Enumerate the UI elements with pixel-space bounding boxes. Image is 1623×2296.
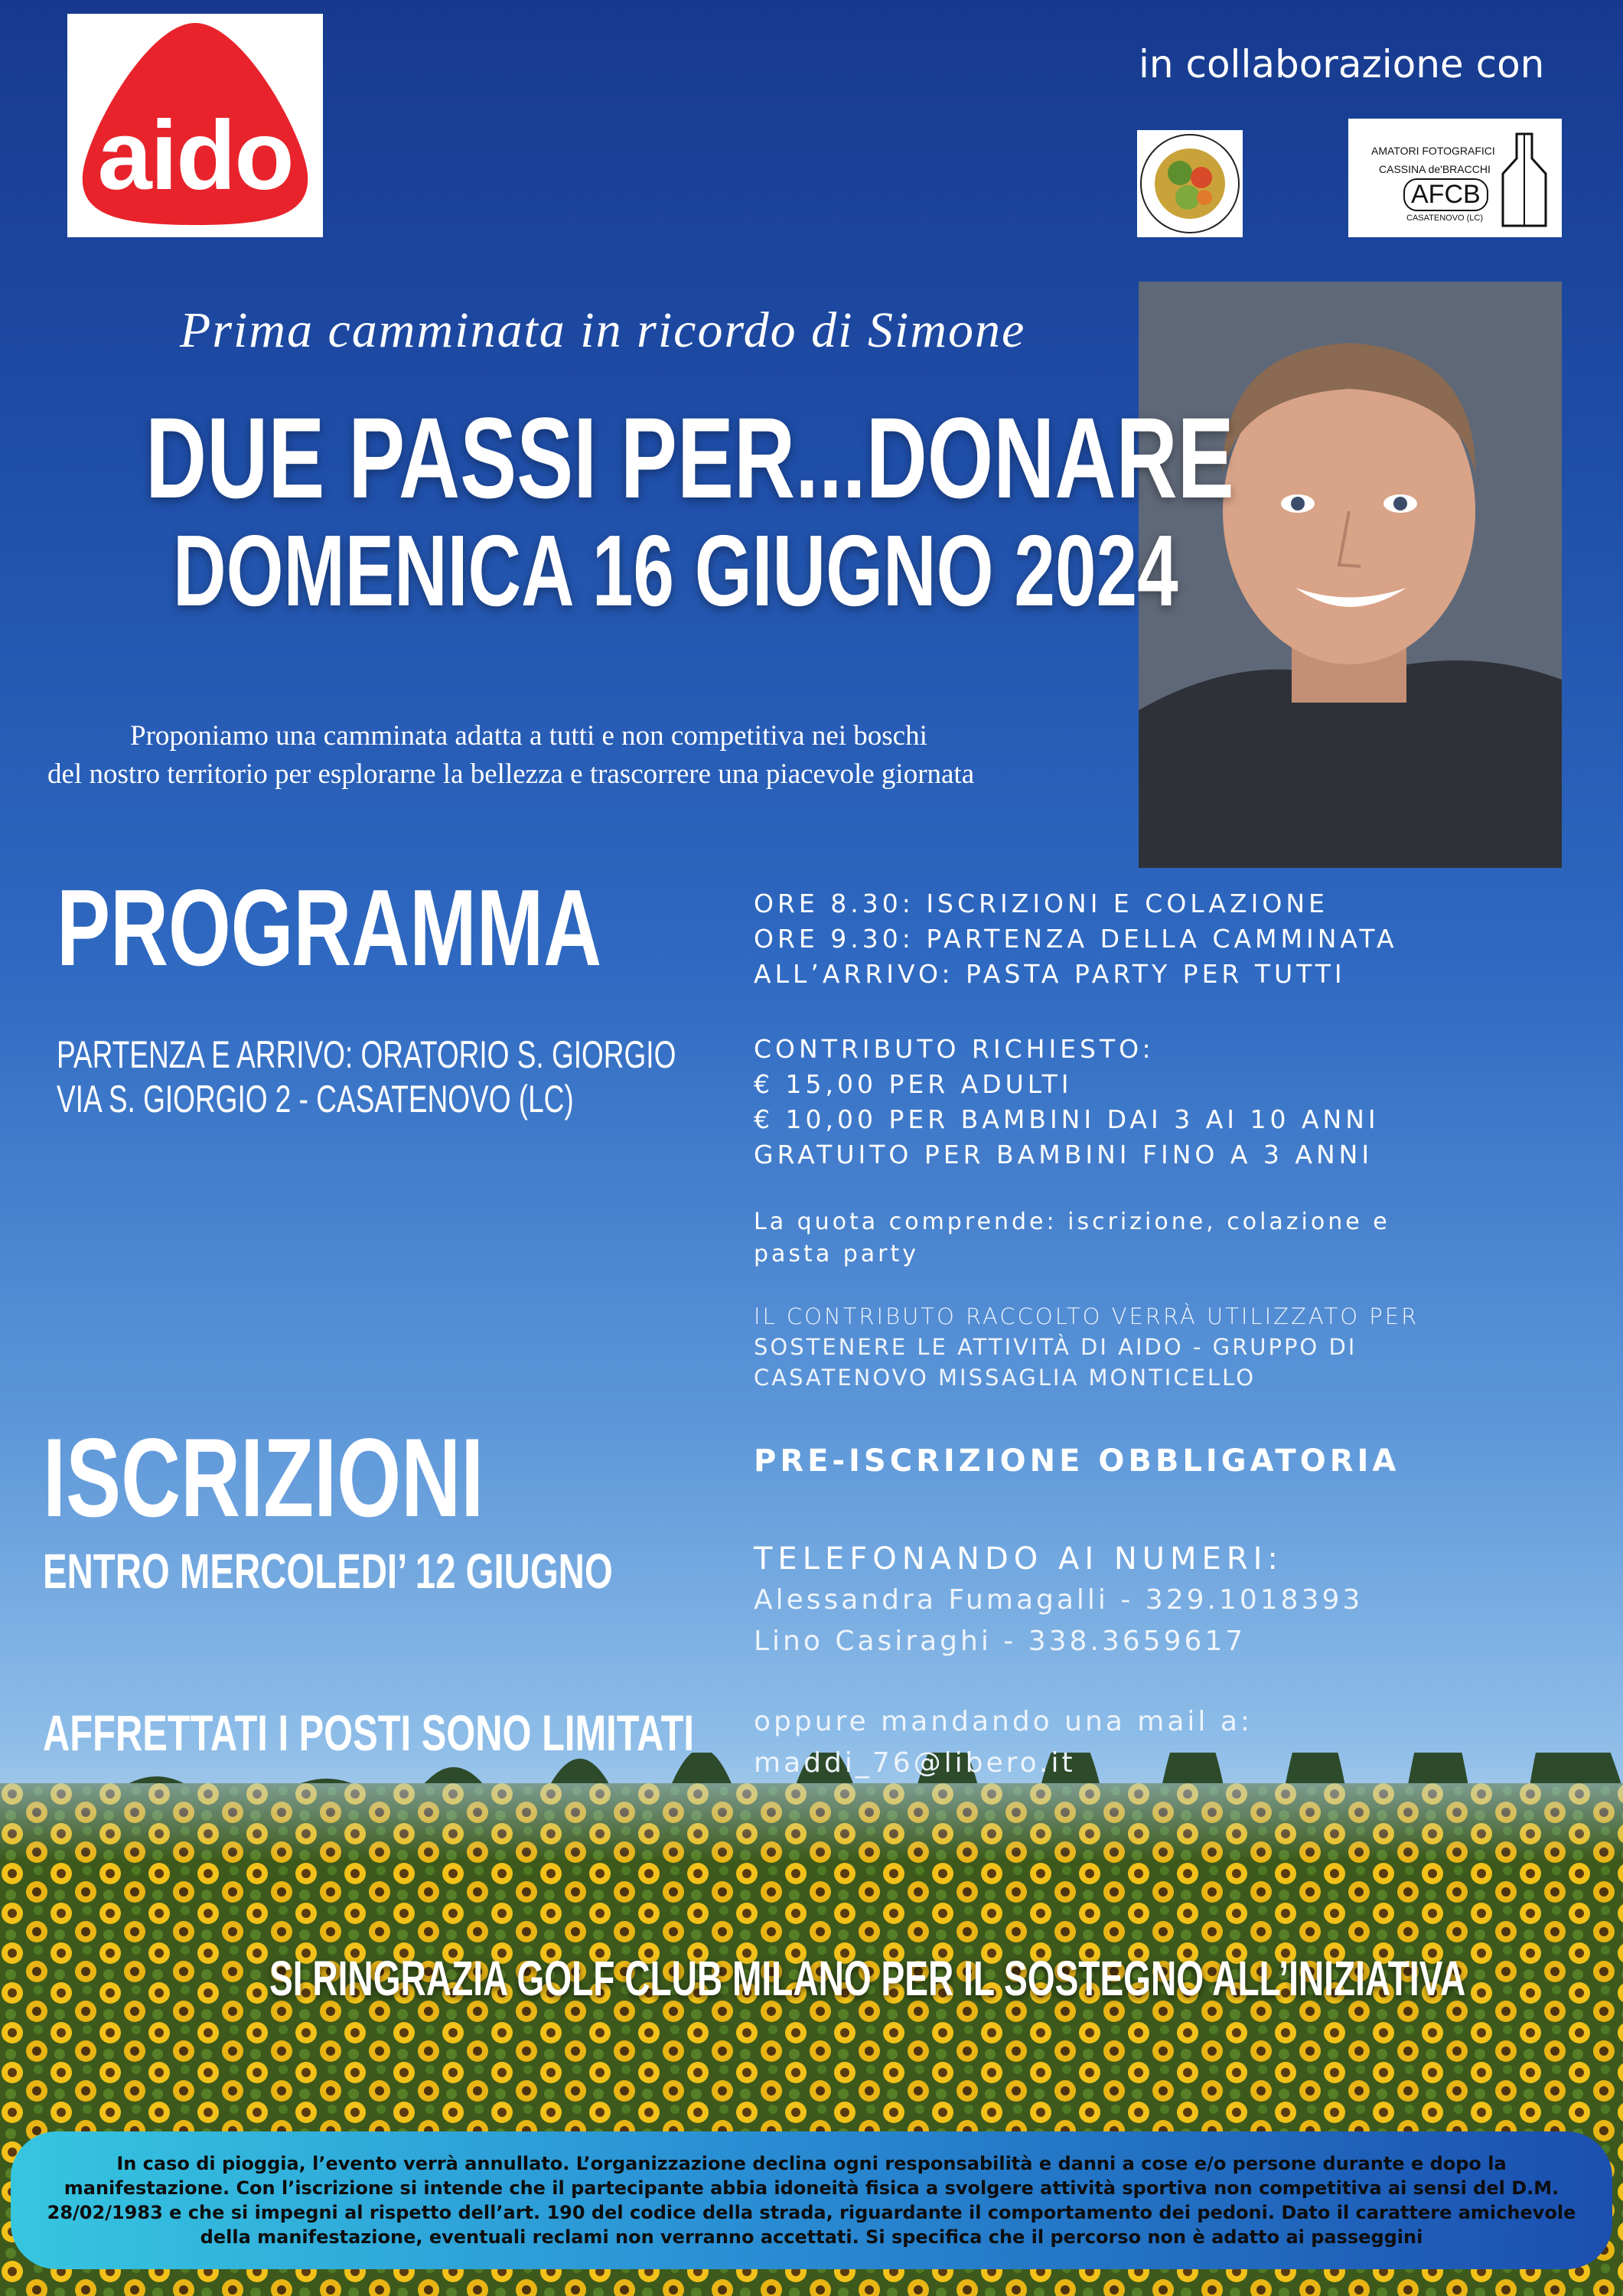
programma-heading: PROGRAMMA [57,867,602,989]
registration-deadline: ENTRO MERCOLEDI’ 12 GIUGNO [43,1544,613,1599]
event-date: DOMENICA 16 GIUGNO 2024 [173,514,1178,627]
intro-line-2: del nostro territorio per esplorarne la bellezza e trascorrere una piacevole giornata [47,758,975,790]
contribution-heading: CONTRIBUTO RICHIESTO: [754,1034,1155,1064]
sponsor-thanks: SI RINGRAZIA GOLF CLUB MILANO PER IL SOSTEGNO ALL’INIZIATIVA [269,1951,1466,2006]
afcb-logo [1348,119,1562,237]
contact-list [754,1580,1363,1662]
fund-note-line: IL CONTRIBUTO RACCOLTO VERRÀ UTILIZZATO PER [754,1303,1419,1329]
quota-line: La quota comprende: iscrizione, colazione e [754,1208,1390,1235]
aido-logo-text: aido [97,101,293,210]
contribution-item: € 15,00 PER ADULTI [754,1069,1073,1099]
email-label: oppure mandando una mail a: [754,1706,1253,1737]
contribution-item: GRATUITO PER BAMBINI FINO A 3 ANNI [754,1140,1374,1169]
collaboration-label: in collaborazione con [1139,42,1545,86]
fund-note [754,1301,1419,1393]
event-title: DUE PASSI PER...DONARE [145,393,1234,522]
afcb-line-3: AFCB [1403,178,1488,211]
contact-item: Lino Casiraghi - 338.3659617 [754,1626,1247,1657]
disclaimer-text: In caso di pioggia, l’evento verrà annullato. L’organizzazione declina ogni responsabilità e danni a cose e/o persone durante e dopo la manifestazione. Con l’iscrizione si intende che il partecipante abbia idoneità fisica a svolgere attività sportiva non competitiva ai sensi del D.M. 28/02/1983 e che si impegni al rispetto dell’art. 190 del codice della strada, riguardante il comportamento dei pedoni. Dato il carattere amichevole della manifestazione, eventuali reclami non verranno accettati. Si specifica che il percorso non è adatto ai passeggini [47,2153,1576,2248]
sentieri-cascine-logo [1137,130,1243,237]
schedule-item: ORE 9.30: PARTENZA DELLA CAMMINATA [754,924,1398,954]
schedule-item: ALL’ARRIVO: PASTA PARTY PER TUTTI [754,959,1346,989]
location-line-1: PARTENZA E ARRIVO: ORATORIO S. GIORGIO [57,1033,676,1076]
email-link[interactable]: maddi_76@libero.it [754,1747,1076,1779]
schedule-list [754,886,1398,992]
portrait-photo [1139,282,1562,868]
fund-note-line: SOSTENERE LE ATTIVITÀ DI AIDO - GRUPPO DI [754,1334,1357,1360]
contribution-block [754,1032,1380,1172]
preregistration-required: PRE-ISCRIZIONE OBBLIGATORIA [754,1443,1400,1479]
quota-line: pasta party [754,1241,920,1267]
schedule-item: ORE 8.30: ISCRIZIONI E COLAZIONE [754,889,1328,918]
quota-note [754,1206,1390,1270]
fund-note-line: CASATENOVO MISSAGLIA MONTICELLO [754,1365,1256,1391]
afcb-line-4: CASATENOVO (LC) [1406,214,1484,223]
limited-places-notice: AFFRETTATI I POSTI SONO LIMITATI [43,1704,695,1761]
afcb-line-2: CASSINA de'BRACCHI [1379,163,1491,175]
contribution-item: € 10,00 PER BAMBINI DAI 3 AI 10 ANNI [754,1104,1380,1134]
afcb-line-1: AMATORI FOTOGRAFICI [1371,145,1495,157]
phone-heading: TELEFONANDO AI NUMERI: [754,1541,1283,1577]
contact-item: Alessandra Fumagalli - 329.1018393 [754,1584,1364,1616]
iscrizioni-heading: ISCRIZIONI [43,1415,484,1540]
intro-line-1: Proponiamo una camminata adatta a tutti e non competitiva nei boschi [130,720,927,752]
event-subtitle: Prima camminata in ricordo di Simone [180,302,1026,358]
location-line-2: VIA S. GIORGIO 2 - CASATENOVO (LC) [57,1078,574,1120]
disclaimer-banner [11,2131,1612,2269]
aido-logo [67,14,323,237]
